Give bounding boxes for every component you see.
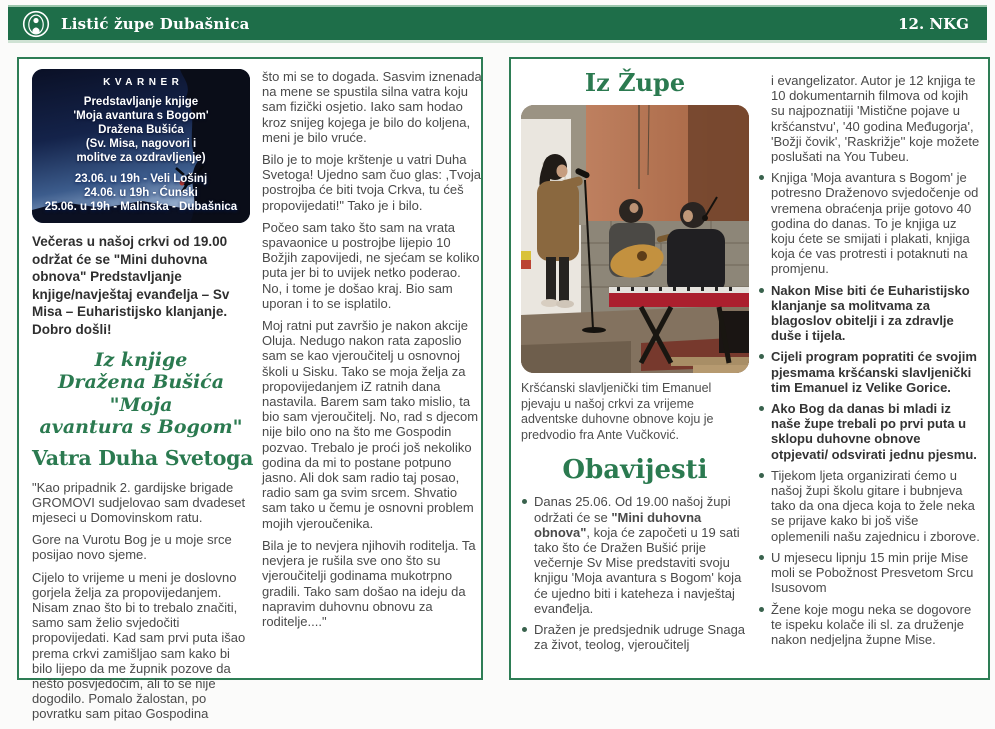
- bullet-text-segment: Danas 25.06. Od 19.00 našoj župi održati će se: [534, 494, 731, 525]
- bullet-icon: [759, 354, 764, 359]
- poster-line: molitve za ozdravljenje): [76, 152, 206, 164]
- bullet-icon: [759, 175, 764, 180]
- list-item: [521, 622, 749, 652]
- list-item: [758, 602, 980, 648]
- column-3: [521, 66, 749, 658]
- list-item: [758, 283, 980, 344]
- paragraph: Bila je to nevjera njihovih roditelja. Ta nevjera je rušila sve ono što su vjeroučitelji godinama mukotrpno gradili. Tako sam došao na ideju da napravim duhovnu obnovu za roditelje....": [262, 537, 476, 629]
- poster-line: (Sv. Misa, nagovori i: [85, 138, 197, 150]
- bullet-text-segment: , koja će započeti u 19 sati tako što će Dražen Bušić prije večernje Sv Mise predstaviti svoju knjigu 'Moja avantura s Bogom' koja će ujedno biti i kateheza i navještaj evanđelja.: [534, 524, 742, 616]
- bullet-icon: [759, 406, 764, 411]
- newsletter-header: [8, 5, 987, 43]
- bullet-text: Cijeli program popratiti će svojim pjesmama kršćanski slavljenički tim Emanuel iz Velike Gorice.: [771, 349, 977, 395]
- poster-line: 'Moja avantura s Bogom': [73, 110, 209, 122]
- book-excerpt-heading-line: Iz knjige: [94, 348, 188, 371]
- bullet-icon: [759, 555, 764, 560]
- parish-logo-icon: [22, 10, 50, 38]
- book-presentation-poster: [32, 69, 250, 223]
- band-photo-illustration: [521, 105, 749, 373]
- bullet-text: Žene koje mogu neka se dogovore te ispeku kolače ili sl. za druženje nakon nedjeljna župne Mise.: [771, 601, 972, 647]
- paragraph: Gore na Vurotu Bog je u moje srce posijao novo sjeme.: [32, 532, 232, 563]
- bullet-text: Ako Bog da danas bi mladi iz naše župe trebali po prvi puta u sklopu duhovne obnove otpjevati/ odsvirati jednu pjesmu.: [771, 401, 977, 462]
- article-box: [17, 57, 483, 722]
- newsletter-title: Listić župe Dubašnica: [61, 14, 250, 33]
- obavijesti-list: [521, 494, 749, 652]
- list-item: [758, 349, 980, 395]
- poster-line: Predstavljanje knjige: [83, 96, 199, 108]
- poster-date: 23.06. u 19h - Veli Lošinj: [74, 173, 208, 185]
- bullet-text: Tijekom ljeta organizirati ćemo u našoj župi školu gitare i bubnjeva tako da ona djeca koja to žele neka se prijave kako bi još više oplemenili našu zajednicu i zborove.: [771, 467, 980, 544]
- obavijesti-list-continued: [758, 170, 980, 647]
- paragraph: Bilo je to moje krštenje u vatri Duha Svetoga! Ujedno sam čuo glas: ,Tvoja postrojba će biti tvoja Crkva, tu ćeš propovijedati!" Tako je i bilo.: [262, 152, 481, 213]
- bullet-text: Nakon Mise biti će Euharistijsko klanjanje sa molitvama za blagoslov obitelji i za zdravlje duše i tijela.: [771, 282, 970, 344]
- list-item: [758, 401, 980, 462]
- list-item: [521, 494, 749, 616]
- evening-announcement: Večeras u našoj crkvi od 19.00 održat će se "Mini duhovna obnova" Predstavljanje knjige/navještaj evanđelja – Sv Misa – Euharistijsko klanjanje. Dobro došli!: [32, 234, 230, 337]
- section-title-obavijesti: Obavijesti: [562, 455, 708, 486]
- bullet-icon: [522, 627, 527, 632]
- issue-number: 12. NKG: [898, 14, 969, 33]
- bullet-text: [534, 494, 749, 616]
- poster-date: 24.06. u 19h - Ćunski: [84, 187, 198, 199]
- bullet-icon: [759, 607, 764, 612]
- bullet-continuation-text: i evangelizator. Autor je 12 knjiga te 10 dokumentarnih filmova od kojih su najpoznatiji 'Mistične pojave u kršćanstvu', '40 godina Međugorja', 'Božji čovik', 'Raskrižje'' koje možete poslušati na You Tubeu.: [771, 73, 980, 165]
- paragraph: "Kao pripadnik 2. gardijske brigade GROMOVI sudjelovao sam dvadeset mjeseci u Domovinskom ratu.: [32, 479, 246, 525]
- book-excerpt-heading-line: avantura s Bogom": [39, 416, 243, 439]
- poster-line: Dražena Bušića: [98, 124, 184, 136]
- bullet-icon: [522, 499, 527, 504]
- bullet-icon: [759, 288, 764, 293]
- bullet-text: Knjiga 'Moja avantura s Bogom' je potresno Draženovo svjedočenje od vremena obraćenja prije gotovo 40 godina do danas. To je knjiga uz koju ćete se smijati i plakati, knjiga koja će vas protresti i potaknuti na promjenu.: [771, 170, 979, 277]
- poster-date: 25.06. u 19h - Malinska - Dubašnica: [44, 201, 238, 213]
- photo-caption: Kršćanski slavljenički tim Emanuel pjevaju u našoj crkvi za vrijeme adventske duhovne obnove koju je predvodio fra Ante Vučković.: [521, 381, 714, 442]
- column-2: [262, 69, 482, 636]
- article-title: Vatra Duha Svetoga: [32, 445, 254, 470]
- paragraph: Moj ratni put završio je nakon akcije Oluja. Nedugo nakon rata zaposlio sam se kao vjeroučitelj u osnovnoj školi u Sisku. Tako se moja želja za propovijedanjem iZ ratnih dana nastavila. Barem sam tako mislio, ta bio sam vjeroučitelj. No, rad s djecom nije bilo ono na što me Gospodin pozvao. Trebalo je proći još nekoliko godina da mi to postane potpuno jasno. Ali dok sam radio taj posao, radio sam ga svim srcem. Shvatio sam tako u čemu je osnovni problem mojih vjeroučenika.: [262, 318, 479, 531]
- list-item: [758, 170, 980, 276]
- paragraph: Počeo sam tako što sam na vrata spavaonice u postrojbe lijepio 10 Božjih zapovijedi, ne sjećam se koliko puta jer bi to uvijek netko poderao. No, i tome je došao kraj. Bio sam uporan i to se isplatilo.: [262, 219, 480, 311]
- parish-news-box: [509, 57, 990, 680]
- bullet-text-bold-segment: "Mini duhovna obnova": [534, 509, 702, 540]
- poster-text: [32, 69, 250, 223]
- poster-brand: KVARNER: [103, 77, 184, 88]
- poster-dates: [32, 172, 250, 214]
- bullet-text: U mjesecu lipnju 15 min prije Mise moli se Pobožnost Presvetom Srcu Isusovom: [771, 549, 974, 596]
- book-excerpt-heading: [32, 349, 250, 439]
- list-item: [758, 468, 980, 544]
- band-photo: [521, 105, 749, 373]
- paragraph: što mi se to dogada. Sasvim iznenada na mene se spustila silna vatra koju sam fizički osjetio. Iako sam hodao kroz snijeg kojega je bilo do koljena, meni je bilo vruće.: [262, 69, 482, 145]
- section-title-iz-zupe: Iz Župe: [584, 68, 686, 97]
- bullet-text: Dražen je predsjednik udruge Snaga za život, teolog, vjeroučitelj: [534, 622, 746, 653]
- article-text-col1: [32, 480, 250, 722]
- bullet-icon: [759, 473, 764, 478]
- list-item: [758, 550, 980, 596]
- book-excerpt-heading-line: Dražena Bušića "Moja: [57, 371, 225, 416]
- paragraph: Cijelo to vrijeme u meni je doslovno gorjela želja za propovijedanjem. Nisam znao što bi to trebalo značiti, samo sam želio svjedočiti propovijedati. Kad sam prvi puta išao prema crkvi zamišljao sam kako bi bilo lijepo da me župnik pozove da nešto posvjedočim, ali to se nije dogodilo. Pomalo žalostan, po povratku sam pitao Gospodina: [32, 569, 246, 722]
- column-1: [32, 69, 254, 729]
- column-4: [758, 73, 980, 653]
